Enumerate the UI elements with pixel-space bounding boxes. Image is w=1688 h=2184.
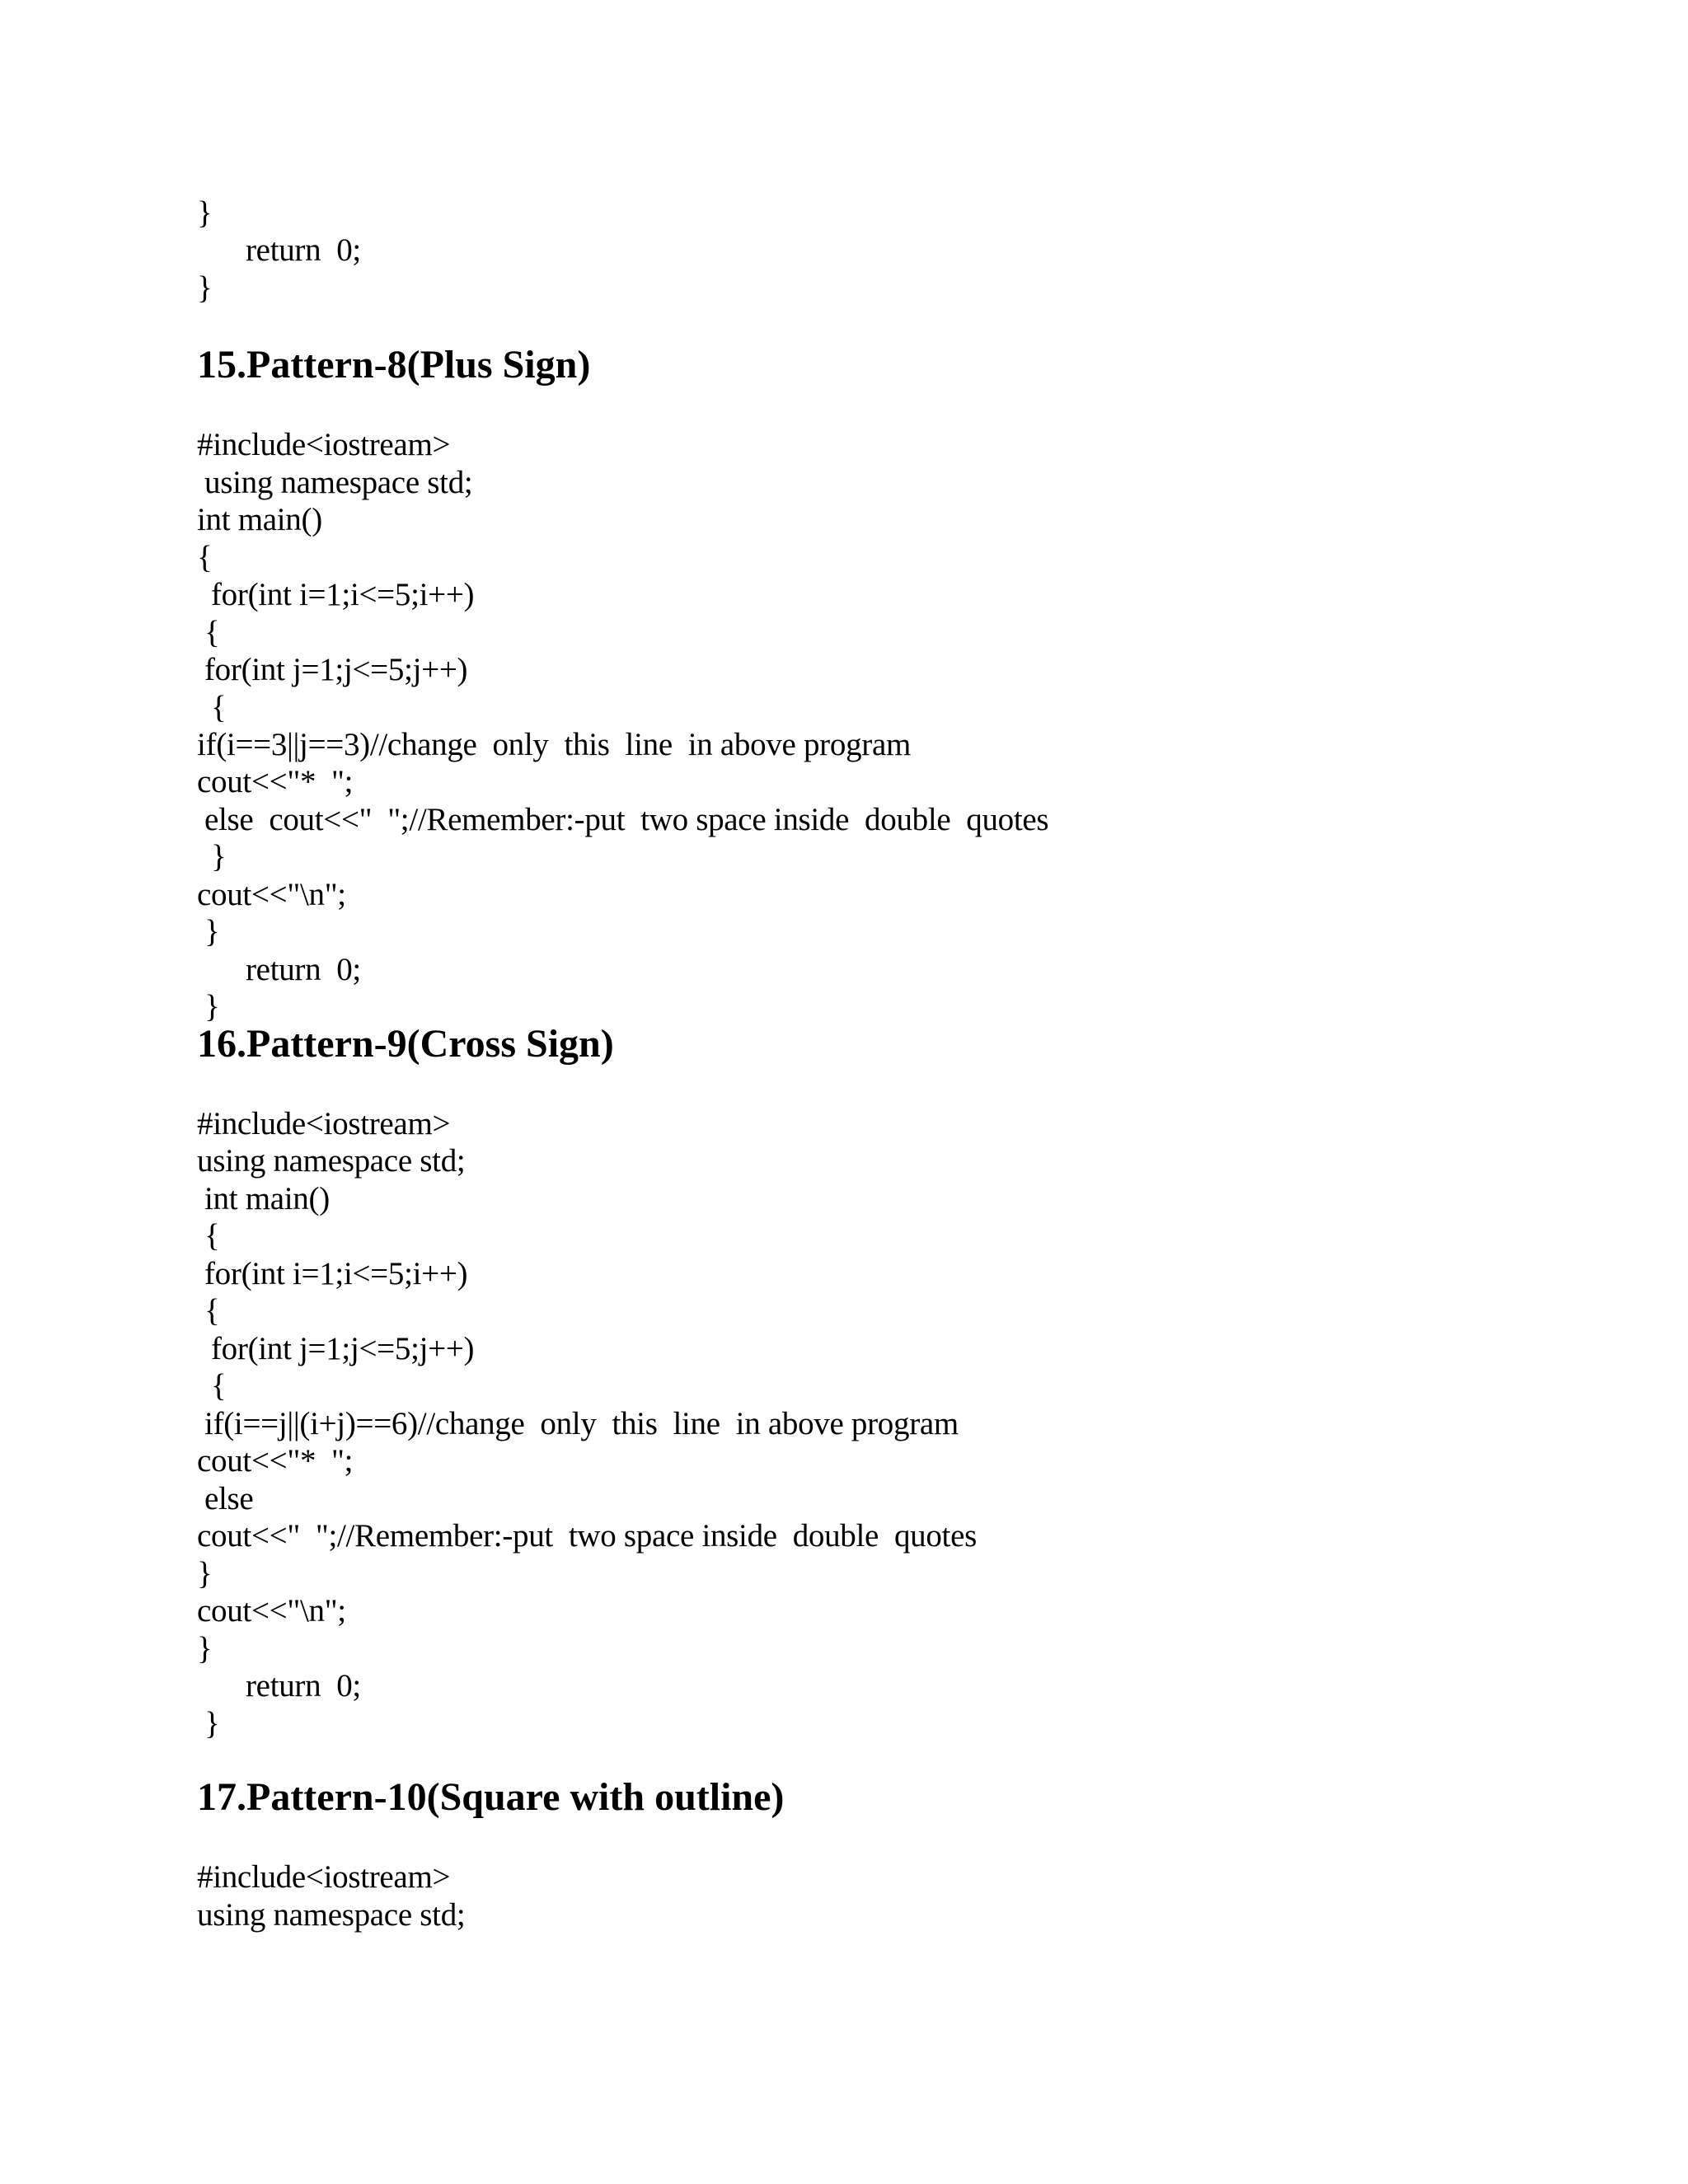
code-line: for(int i=1;i<=5;i++) — [204, 1256, 468, 1291]
code-line: cout<<"* "; — [197, 1443, 354, 1479]
code-line: int main() — [204, 1181, 330, 1216]
code-line: #include<iostream> — [197, 1106, 451, 1141]
code-line: cout<<"\n"; — [197, 1593, 346, 1629]
code-line: using namespace std; — [197, 1143, 466, 1179]
code-line: return 0; — [246, 1668, 361, 1704]
code-line: { — [204, 1218, 220, 1254]
code-line: else cout<<" ";//Remember:-put two space inside double quotes — [204, 802, 1049, 837]
code-line: return 0; — [246, 232, 361, 268]
code-line: } — [197, 270, 213, 306]
section-heading-16: 16.Pattern-9(Cross Sign) — [197, 1022, 614, 1066]
code-line: if(i==3||j==3)//change only this line in above program — [197, 727, 912, 762]
code-line: for(int j=1;j<=5;j++) — [211, 1331, 475, 1366]
code-line: { — [211, 1368, 227, 1404]
code-line: } — [197, 195, 213, 231]
code-line: using namespace std; — [197, 1897, 466, 1933]
code-line: { — [204, 1293, 220, 1329]
code-line: #include<iostream> — [197, 427, 451, 462]
code-line: { — [211, 690, 227, 725]
code-line: { — [204, 615, 220, 650]
code-line: } — [204, 1706, 220, 1741]
code-line: cout<<" ";//Remember:-put two space inside double quotes — [197, 1518, 977, 1554]
code-line: using namespace std; — [204, 465, 473, 500]
code-line: } — [211, 839, 227, 874]
code-line: } — [197, 1631, 213, 1666]
code-line: } — [204, 989, 220, 1024]
code-line: cout<<"\n"; — [197, 877, 346, 912]
code-line: } — [197, 1556, 213, 1591]
code-line: { — [197, 540, 213, 575]
section-heading-15: 15.Pattern-8(Plus Sign) — [197, 343, 591, 387]
code-line: else — [204, 1481, 254, 1516]
section-heading-17: 17.Pattern-10(Square with outline) — [197, 1775, 785, 1819]
code-line: cout<<"* "; — [197, 764, 354, 799]
code-line: for(int j=1;j<=5;j++) — [204, 652, 468, 687]
code-line: for(int i=1;i<=5;i++) — [211, 577, 475, 612]
code-line: #include<iostream> — [197, 1859, 451, 1895]
code-line: } — [204, 914, 220, 949]
code-line: if(i==j||(i+j)==6)//change only this line in above program — [204, 1406, 959, 1441]
code-line: return 0; — [246, 952, 361, 987]
code-line: int main() — [197, 502, 322, 537]
